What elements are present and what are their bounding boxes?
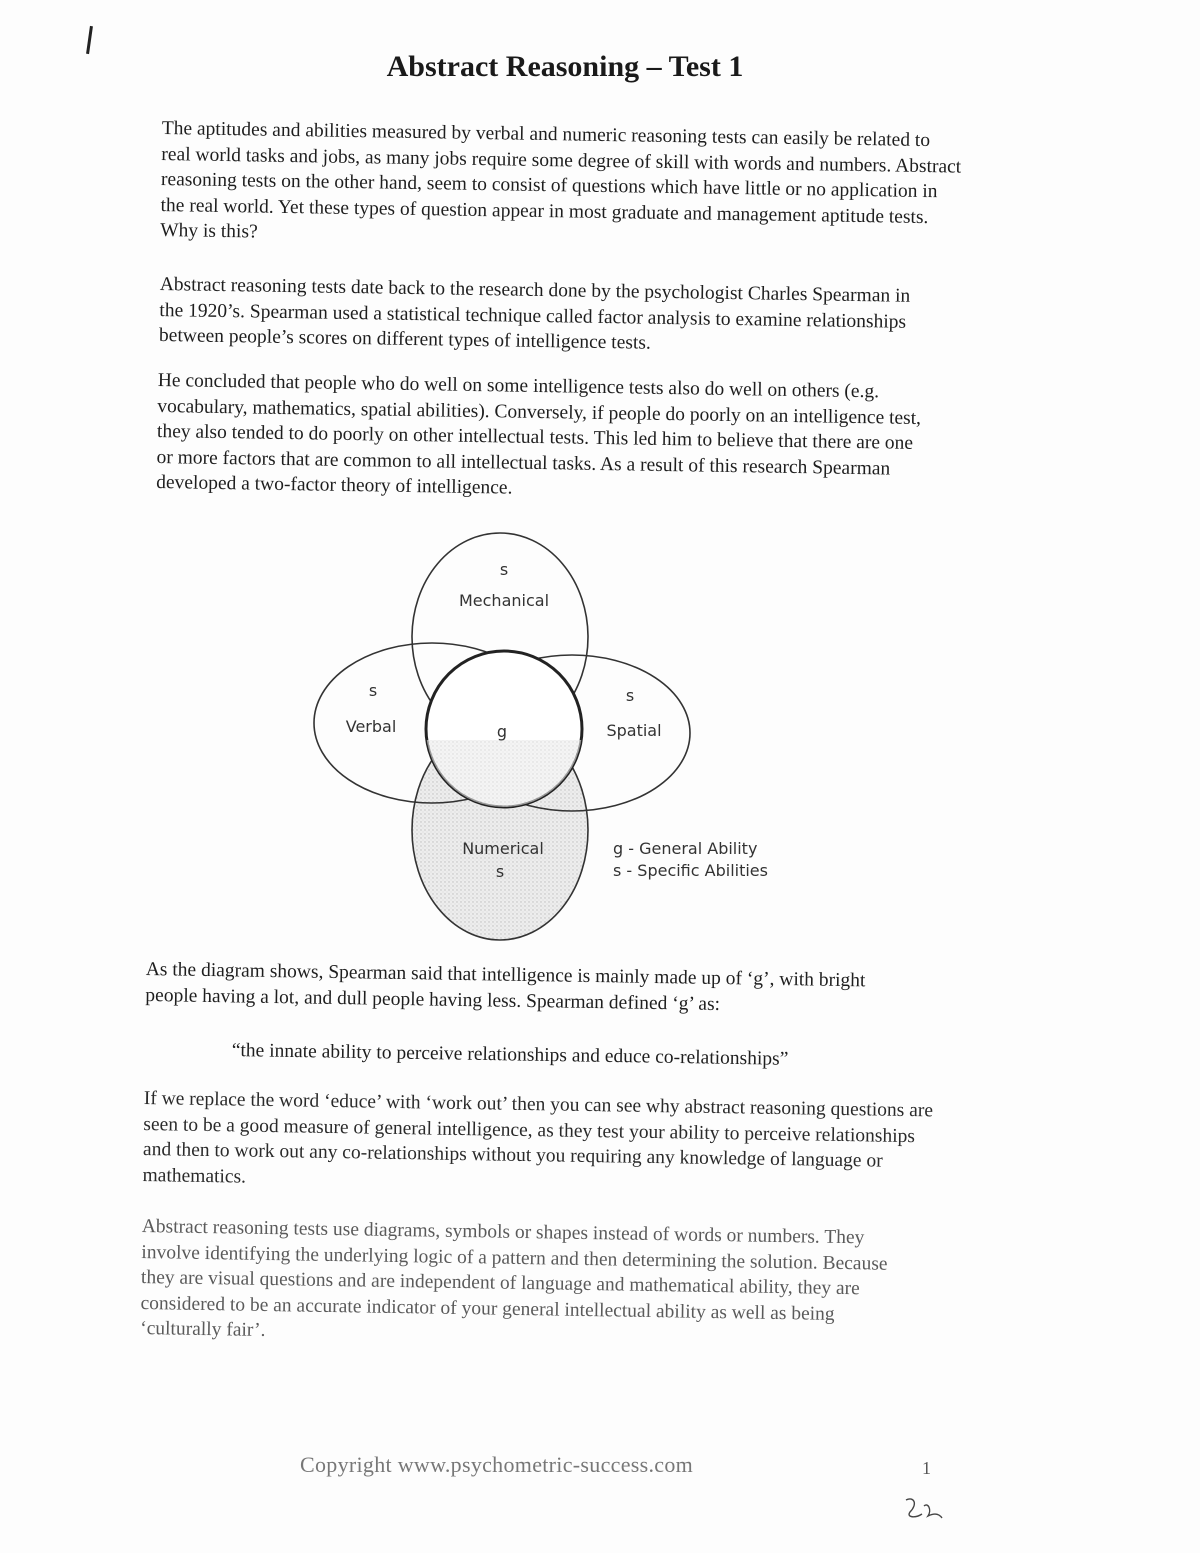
page-title: Abstract Reasoning – Test 1: [386, 50, 744, 83]
diagram-legend: [613, 838, 768, 882]
paragraph-diagram-explanation: As the diagram shows, Spearman said that intelligence is mainly made up of ‘g’, with bright people having a lot, and dull people having less. Spearman defined ‘g’ as:: [145, 958, 866, 1015]
legend-specific-abilities: s - Specific Abilities: [613, 861, 768, 880]
spatial-label: Spatial: [606, 721, 662, 740]
spearman-quote: “the innate ability to perceive relationships and educe co-relationships”: [231, 1039, 789, 1070]
paragraph-conclusion: He concluded that people who do well on some intelligence tests also do well on others (e.g. vocabulary, mathematics, spatial abilities). Conversely, if people do poorly on an intelligence test, they also tended to do poorly on other intellectual tests. This led him to believe that there are one or more factors that are common to all intellectual tasks. As a result of this research Spearman developed a two-factor theory of intelligence.: [156, 369, 922, 499]
legend-general-ability: g - General Ability: [613, 839, 758, 858]
mechanical-s-label: s: [499, 560, 509, 579]
paragraph-educe: If we replace the word ‘educe’ with ‘work out’ then you can see why abstract reasoning questions are seen to be a good measure of general intelligence, as they test your ability to perceive relationships and then to work out any co-relationships without you requiring any knowledge of language or mathematics.: [142, 1087, 934, 1188]
spearman-diagram: [300, 525, 820, 945]
numerical-s-label: s: [495, 862, 505, 881]
verbal-label: Verbal: [345, 717, 397, 736]
page-number: 1: [922, 1458, 931, 1478]
paragraph-intro: The aptitudes and abilities measured by verbal and numeric reasoning tests can easily be related to real world tasks and jobs, as many jobs require some degree of skill with words and numbers. Abstract reasoning tests on the other hand, seem to consist of questions which have little or no application in the real world. Yet these types of question appear in most graduate and management aptitude tests. Why is this?: [160, 117, 962, 243]
mechanical-label: Mechanical: [458, 591, 550, 610]
paragraph-history: Abstract reasoning tests date back to the research done by the psychologist Charles Spearman in the 1920’s. Spearman used a statistical technique called factor analysis to examine relationships between people’s scores on different types of intelligence tests.: [158, 273, 911, 354]
verbal-s-label: s: [368, 681, 378, 700]
copyright-footer: Copyright www.psychometric-success.com: [300, 1452, 694, 1477]
general-ability-label: g: [496, 722, 508, 741]
numerical-label: Numerical: [462, 839, 544, 858]
handwritten-mark: [898, 1492, 946, 1528]
spatial-s-label: s: [625, 686, 635, 705]
paragraph-abstract-tests: Abstract reasoning tests use diagrams, symbols or shapes instead of words or numbers. They involve identifying the underlying logic of a pattern and then determining the solution. Because they are visual questions and are independent of language and mathematical ability, they are considered to be an accurate indicator of your general intellectual ability as well as being ‘culturally fair’.: [140, 1215, 888, 1341]
